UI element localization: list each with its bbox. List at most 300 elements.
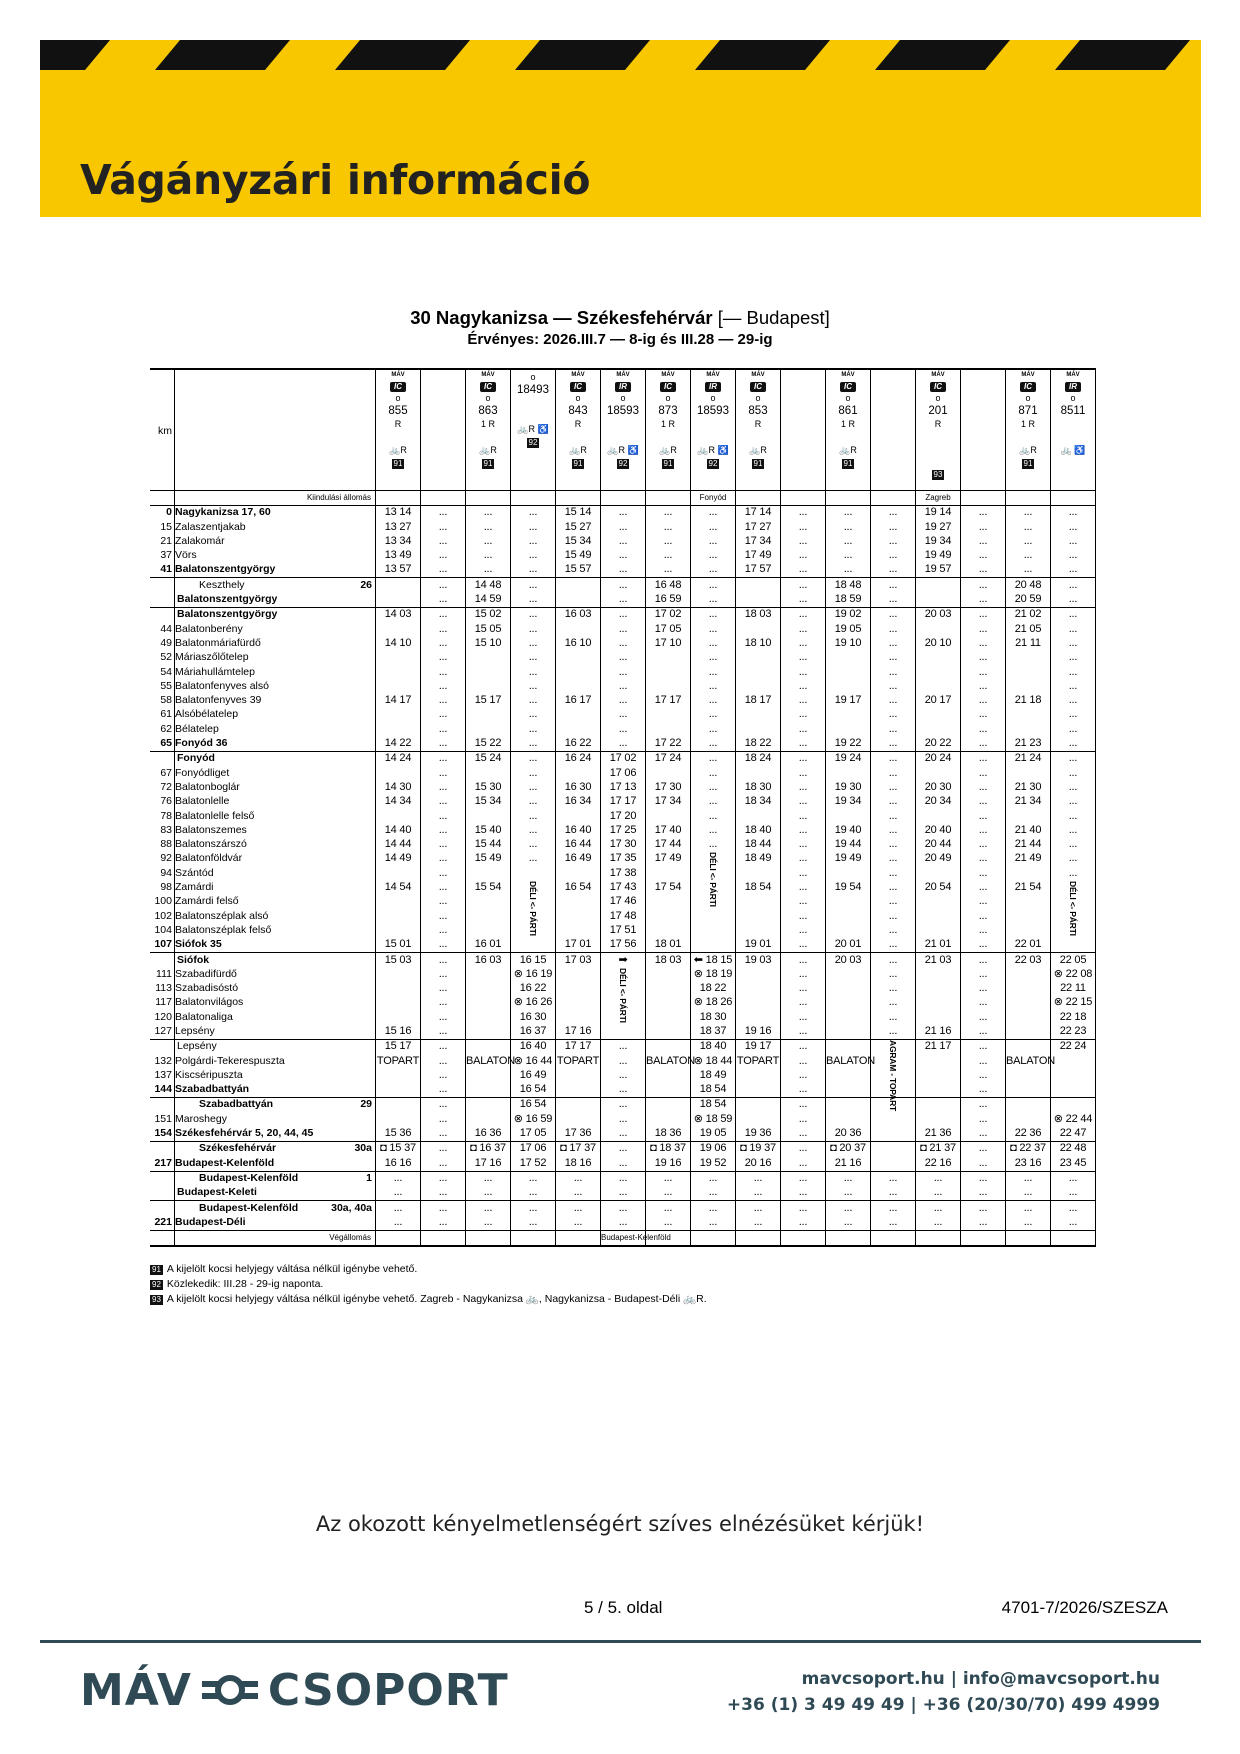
time-cell: ... <box>511 824 556 838</box>
time-cell <box>736 766 781 780</box>
time-cell: 22 24 <box>1051 1039 1096 1054</box>
time-cell: 20 01 <box>826 938 871 953</box>
time-cell: ... <box>781 852 826 866</box>
time-cell: ... <box>601 665 646 679</box>
km-cell: 83 <box>150 824 175 838</box>
km-cell: 113 <box>150 982 175 996</box>
time-cell <box>556 968 601 982</box>
time-cell <box>466 1083 511 1098</box>
time-cell <box>736 680 781 694</box>
time-cell: ... <box>826 1171 871 1186</box>
table-row <box>150 909 1096 923</box>
km-cell: 144 <box>150 1083 175 1098</box>
time-cell: 22 47 <box>1051 1127 1096 1142</box>
station-name: Siófok 35 <box>175 938 222 951</box>
time-cell: 19 01 <box>736 938 781 953</box>
time-cell: ... <box>961 795 1006 809</box>
station-header <box>175 369 376 491</box>
time-cell: ... <box>871 722 916 736</box>
validity-period: Érvényes: 2026.III.7 — 8-ig és III.28 — 29-ig <box>467 331 773 348</box>
time-cell: ... <box>1051 520 1096 534</box>
time-cell <box>1006 1083 1051 1098</box>
table-row <box>150 924 1096 938</box>
time-cell: 17 22 <box>646 737 691 752</box>
table-row <box>150 1025 1096 1040</box>
time-cell <box>376 924 421 938</box>
time-cell: 18 01 <box>646 938 691 953</box>
time-cell <box>646 1112 691 1126</box>
daily-marker-icon: o <box>1025 393 1031 403</box>
time-cell: 14 48 <box>466 578 511 593</box>
class-info: 1 R <box>840 419 855 429</box>
station-name: Alsóbélatelep <box>175 708 239 721</box>
daily-marker-icon: o <box>530 372 536 382</box>
time-cell <box>736 722 781 736</box>
time-cell: ... <box>466 563 511 578</box>
time-cell: ... <box>781 637 826 651</box>
time-cell: ... <box>421 680 466 694</box>
train-origin <box>511 491 556 506</box>
km-cell: 221 <box>150 1216 175 1231</box>
time-cell: ... <box>826 549 871 563</box>
time-cell: 16 24 <box>556 752 601 767</box>
daily-marker-icon: o <box>755 393 761 403</box>
daily-marker-icon: o <box>665 393 671 403</box>
time-cell <box>376 982 421 996</box>
operator-label: MÁV <box>616 372 630 378</box>
time-cell: ... <box>961 1142 1006 1157</box>
class-info: R <box>934 419 942 429</box>
time-cell: ... <box>601 549 646 563</box>
time-cell: ◘ 20 37 <box>826 1142 871 1157</box>
time-cell: 18 40 <box>736 824 781 838</box>
time-cell: ... <box>691 563 736 578</box>
time-cell: 17 02 <box>601 752 646 767</box>
time-cell: 17 16 <box>466 1156 511 1171</box>
time-cell: ... <box>1051 535 1096 549</box>
time-cell: ... <box>781 1054 826 1068</box>
time-cell: ... <box>781 1025 826 1040</box>
time-cell: ... <box>871 563 916 578</box>
time-cell: ... <box>421 1010 466 1024</box>
time-cell <box>736 651 781 665</box>
time-cell: ... <box>961 708 1006 722</box>
time-cell: ... <box>871 895 916 909</box>
time-cell: 14 22 <box>376 737 421 752</box>
time-cell: ... <box>871 1171 916 1186</box>
time-cell: ... <box>646 563 691 578</box>
time-cell <box>556 982 601 996</box>
time-cell: ... <box>691 766 736 780</box>
time-cell: ... <box>601 593 646 608</box>
note-reference: 91 <box>483 459 493 468</box>
time-cell: ... <box>871 924 916 938</box>
time-cell: ... <box>781 535 826 549</box>
time-cell <box>556 1098 601 1113</box>
time-cell <box>376 895 421 909</box>
time-cell: ... <box>961 1054 1006 1068</box>
time-cell: ◘ 18 37 <box>646 1142 691 1157</box>
daily-marker-icon: o <box>620 393 626 403</box>
time-cell: ... <box>781 766 826 780</box>
time-cell: 14 03 <box>376 608 421 623</box>
time-cell: ... <box>421 708 466 722</box>
time-cell: 14 10 <box>376 637 421 651</box>
train-header-6 <box>646 369 691 491</box>
time-cell: ... <box>601 680 646 694</box>
time-cell <box>556 924 601 938</box>
time-cell <box>1006 968 1051 982</box>
train-header-12 <box>916 369 961 491</box>
time-cell <box>871 1156 916 1171</box>
time-cell: ... <box>421 1142 466 1157</box>
time-cell: ... <box>781 1171 826 1186</box>
time-cell <box>871 1127 916 1142</box>
time-cell: ... <box>511 593 556 608</box>
time-cell: 14 34 <box>376 795 421 809</box>
table-row <box>150 722 1096 736</box>
time-cell <box>466 924 511 938</box>
time-cell <box>736 708 781 722</box>
time-cell: ... <box>511 809 556 823</box>
time-cell: 21 23 <box>1006 737 1051 752</box>
note-mark: 93 <box>152 1295 161 1304</box>
time-cell: 19 16 <box>736 1025 781 1040</box>
time-cell <box>736 1112 781 1126</box>
time-cell: ... <box>421 506 466 521</box>
time-cell: ... <box>961 866 1006 880</box>
daily-marker-icon: o <box>1070 393 1076 403</box>
time-cell: 18 54 <box>691 1098 736 1113</box>
time-cell: ... <box>511 781 556 795</box>
time-cell: ... <box>961 1069 1006 1083</box>
contact-web-email: mavcsoport.hu | info@mavcsoport.hu <box>801 1669 1160 1689</box>
time-cell: 19 14 <box>916 506 961 521</box>
time-cell <box>916 665 961 679</box>
time-cell: 15 30 <box>466 781 511 795</box>
time-cell <box>1006 665 1051 679</box>
station-name: Siófok <box>177 953 210 966</box>
logo-text-mav: MÁV <box>80 1664 192 1716</box>
time-cell: ... <box>781 1156 826 1171</box>
time-cell <box>376 680 421 694</box>
train-destination <box>556 1230 601 1246</box>
time-cell: ... <box>1051 809 1096 823</box>
time-cell <box>826 982 871 996</box>
time-cell: 15 49 <box>466 852 511 866</box>
time-cell: 16 22 <box>511 982 556 996</box>
service-icons: 🚲R <box>1019 445 1037 455</box>
time-cell: ... <box>961 766 1006 780</box>
category-badge: IC <box>930 382 946 392</box>
time-cell: ... <box>1051 752 1096 767</box>
time-cell: ... <box>511 549 556 563</box>
time-cell: 17 34 <box>736 535 781 549</box>
train-origin <box>1006 491 1051 506</box>
time-cell: ... <box>1006 535 1051 549</box>
note-reference: 91 <box>393 459 403 468</box>
time-cell: ... <box>871 578 916 593</box>
time-cell: 21 30 <box>1006 781 1051 795</box>
time-cell: ... <box>646 1186 691 1201</box>
train-header-4 <box>556 369 601 491</box>
time-cell: ... <box>421 1098 466 1113</box>
time-cell <box>646 1083 691 1098</box>
time-cell: ... <box>601 563 646 578</box>
time-cell: 18 49 <box>736 852 781 866</box>
km-cell: 94 <box>150 866 175 880</box>
time-cell: ⬅ 18 15 <box>691 953 736 968</box>
train-header-3 <box>511 369 556 491</box>
time-cell: 17 49 <box>646 852 691 866</box>
time-cell: ... <box>376 1216 421 1231</box>
table-row <box>150 1083 1096 1098</box>
time-cell: ... <box>1051 781 1096 795</box>
time-cell: 14 24 <box>376 752 421 767</box>
time-cell: ... <box>511 752 556 767</box>
time-cell <box>1006 809 1051 823</box>
time-cell <box>466 651 511 665</box>
time-cell <box>376 651 421 665</box>
time-cell: ... <box>781 608 826 623</box>
train-destination <box>961 1230 1006 1246</box>
operator-label: MÁV <box>931 372 945 378</box>
time-cell: 16 36 <box>466 1127 511 1142</box>
time-cell: ... <box>781 1127 826 1142</box>
station-name: Keszthely <box>199 578 245 591</box>
time-cell: 21 11 <box>1006 637 1051 651</box>
class-info: R <box>754 419 762 429</box>
table-row <box>150 1112 1096 1126</box>
time-cell: ... <box>781 752 826 767</box>
km-cell <box>150 1098 175 1113</box>
station-name: Szántód <box>175 866 214 879</box>
time-cell: ... <box>871 866 916 880</box>
time-cell: ... <box>601 1216 646 1231</box>
station-name: Balatonfenyves 39 <box>175 694 262 707</box>
service-icons: 🚲R <box>749 445 767 455</box>
service-icons: 🚲R ♿ <box>517 424 549 434</box>
time-cell <box>646 1025 691 1040</box>
time-cell <box>556 651 601 665</box>
time-cell <box>376 1010 421 1024</box>
time-cell: ... <box>871 838 916 852</box>
time-cell: 17 24 <box>646 752 691 767</box>
time-cell <box>826 809 871 823</box>
time-cell: ... <box>421 938 466 953</box>
station-cell <box>175 996 376 1010</box>
time-cell <box>826 968 871 982</box>
time-cell: ... <box>601 722 646 736</box>
time-cell: ... <box>961 968 1006 982</box>
time-cell <box>691 938 736 953</box>
km-label: km <box>158 425 172 437</box>
time-cell: ... <box>421 563 466 578</box>
time-cell <box>1051 1054 1096 1068</box>
time-cell: TOPART <box>736 1054 780 1067</box>
time-cell: ... <box>511 520 556 534</box>
time-cell: 17 17 <box>601 795 646 809</box>
table-row <box>150 593 1096 608</box>
time-cell <box>556 578 601 593</box>
km-cell: 98 <box>150 881 175 895</box>
time-cell: 15 16 <box>376 1025 421 1040</box>
time-cell: ⊗ 16 44 <box>511 1054 556 1068</box>
time-cell: ... <box>916 1171 961 1186</box>
operator-label: MÁV <box>481 372 495 378</box>
time-cell <box>736 866 781 880</box>
station-cell <box>175 1186 376 1201</box>
note-reference: 91 <box>1023 459 1033 468</box>
time-cell <box>736 982 781 996</box>
time-cell: 17 57 <box>736 563 781 578</box>
time-cell: ... <box>421 1025 466 1040</box>
time-cell: ... <box>466 506 511 521</box>
station-name: Budapest-Keleti <box>177 1186 257 1199</box>
time-cell: 17 52 <box>511 1156 556 1171</box>
time-cell <box>826 665 871 679</box>
destination-label: Végállomás <box>175 1230 376 1246</box>
note-mark: 92 <box>152 1280 161 1289</box>
train-origin <box>871 491 916 506</box>
time-cell: ... <box>871 795 916 809</box>
km-cell: 44 <box>150 622 175 636</box>
time-cell <box>1006 924 1051 938</box>
station-cell <box>175 1216 376 1231</box>
time-cell <box>826 1025 871 1040</box>
time-cell: 16 49 <box>511 1069 556 1083</box>
time-cell: 20 59 <box>1006 593 1051 608</box>
time-cell: ... <box>556 1186 601 1201</box>
note-reference: 91 <box>663 459 673 468</box>
station-cell <box>175 622 376 636</box>
time-cell <box>1006 1098 1051 1113</box>
station-cell <box>175 1083 376 1098</box>
time-cell <box>466 968 511 982</box>
train-origin <box>601 491 646 506</box>
time-cell: ... <box>1051 1171 1096 1186</box>
time-cell: ... <box>421 1054 466 1068</box>
category-badge: IC <box>480 382 496 392</box>
station-cell <box>175 665 376 679</box>
time-cell <box>466 1098 511 1113</box>
time-cell: ... <box>781 866 826 880</box>
time-cell: ◘ 17 37 <box>556 1142 601 1157</box>
note-text: A kijelölt kocsi helyjegy váltása nélkül igénybe vehető. Zagreb - Nagykanizsa 🚲, Nagykanizsa - Budapest-Déli 🚲R. <box>166 1293 707 1305</box>
station-name: Budapest-Déli <box>175 1215 246 1228</box>
time-cell: ... <box>646 1216 691 1231</box>
time-cell <box>376 1098 421 1113</box>
time-cell: ... <box>1006 1201 1051 1216</box>
origin-label: Kiindulási állomás <box>175 491 376 506</box>
time-cell: 13 49 <box>376 549 421 563</box>
table-row <box>150 1127 1096 1142</box>
time-cell: ... <box>961 1025 1006 1040</box>
time-cell: 17 34 <box>646 795 691 809</box>
km-cell: 78 <box>150 809 175 823</box>
time-cell: 21 16 <box>826 1156 871 1171</box>
train-number: 18593 <box>607 405 639 417</box>
time-cell: ... <box>511 838 556 852</box>
time-cell: 14 44 <box>376 838 421 852</box>
train-origin <box>646 491 691 506</box>
time-cell: 20 54 <box>916 881 961 895</box>
time-cell: 14 40 <box>376 824 421 838</box>
rail-mark-icon <box>202 1672 258 1708</box>
time-cell: ... <box>601 637 646 651</box>
time-cell: 16 40 <box>511 1039 556 1054</box>
time-cell <box>466 1112 511 1126</box>
time-cell: ... <box>601 1039 646 1054</box>
time-cell: ... <box>961 838 1006 852</box>
time-cell <box>916 1098 961 1113</box>
time-cell <box>1006 1025 1051 1040</box>
time-cell: 21 02 <box>1006 608 1051 623</box>
time-cell <box>466 1069 511 1083</box>
time-cell: ◘ 15 37 <box>376 1142 421 1157</box>
time-cell: ... <box>1051 1201 1096 1216</box>
station-name: Bélatelep <box>175 722 219 735</box>
table-row <box>150 781 1096 795</box>
station-name: Zamárdi felső <box>175 895 239 908</box>
time-cell: ... <box>736 1201 781 1216</box>
connection-reference: 30a <box>354 1142 372 1155</box>
time-cell <box>826 651 871 665</box>
time-cell <box>466 982 511 996</box>
km-cell: 132 <box>150 1054 175 1068</box>
time-cell: ... <box>601 1127 646 1142</box>
time-cell: ⊗ 18 19 <box>691 968 736 982</box>
station-name: Szabadifürdő <box>175 967 237 980</box>
train-header-9 <box>781 369 826 491</box>
note-reference: 93 <box>933 470 943 479</box>
train-number: 861 <box>838 405 858 417</box>
page-title: Vágányzári információ <box>80 156 591 204</box>
time-cell: ... <box>1051 866 1096 880</box>
time-cell: 13 27 <box>376 520 421 534</box>
time-cell: ⊗ 18 44 <box>691 1054 736 1068</box>
time-cell: 16 03 <box>466 953 511 968</box>
time-cell: ... <box>826 563 871 578</box>
km-cell: 88 <box>150 838 175 852</box>
time-cell: ... <box>691 1201 736 1216</box>
time-cell: ... <box>781 1201 826 1216</box>
time-cell: ... <box>691 722 736 736</box>
station-cell <box>175 781 376 795</box>
page-number: 5 / 5. oldal <box>584 1598 663 1617</box>
time-cell: ... <box>421 622 466 636</box>
time-cell: ... <box>871 637 916 651</box>
train-origin <box>961 491 1006 506</box>
station-cell <box>175 1069 376 1083</box>
time-cell: 16 54 <box>511 1098 556 1113</box>
km-cell: 104 <box>150 924 175 938</box>
time-cell <box>1051 1083 1096 1098</box>
time-cell: ⊗ 22 08 <box>1051 968 1096 982</box>
time-cell: ... <box>691 665 736 679</box>
time-cell: ... <box>691 506 736 521</box>
time-cell: ... <box>691 535 736 549</box>
station-name: Szabadbattyán <box>199 1098 274 1111</box>
time-cell: 19 40 <box>826 824 871 838</box>
time-cell <box>646 968 691 982</box>
time-cell: ... <box>1006 563 1051 578</box>
time-cell <box>736 924 781 938</box>
time-cell: ... <box>691 1171 736 1186</box>
time-cell <box>646 1069 691 1083</box>
time-cell: ... <box>691 737 736 752</box>
train-destination <box>871 1230 916 1246</box>
